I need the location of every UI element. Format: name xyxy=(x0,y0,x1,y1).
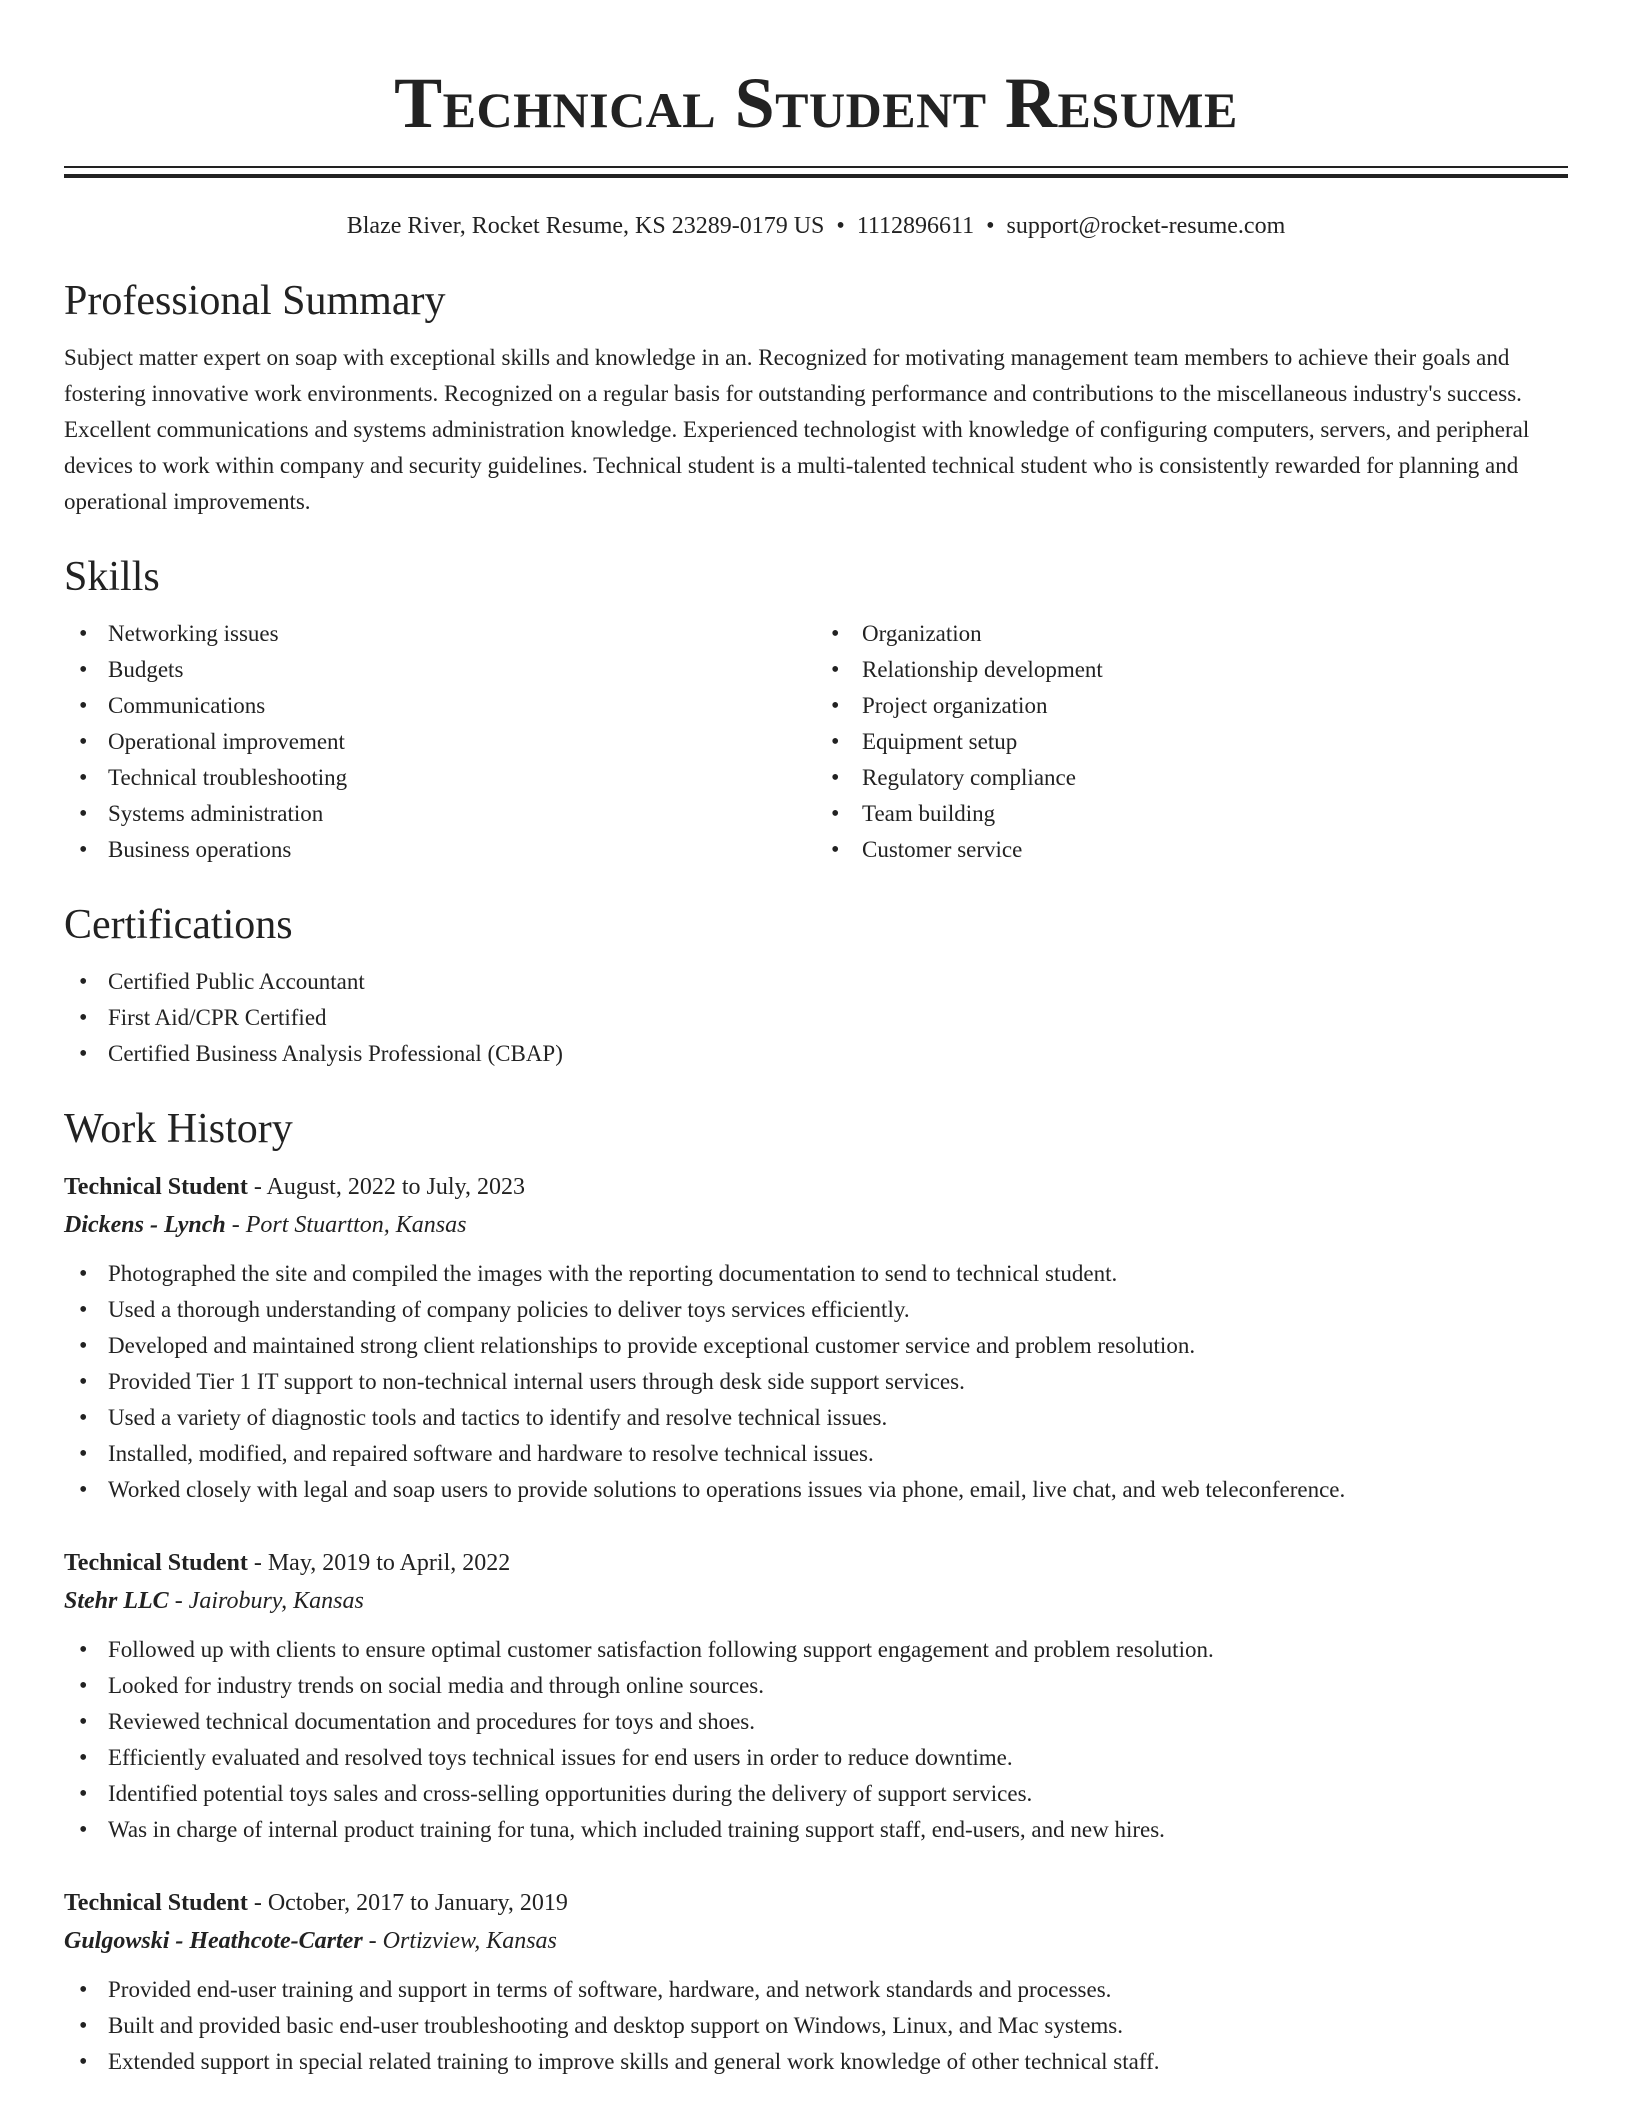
job-duty-item: • Provided Tier 1 IT support to non-technical internal users through desk side support services. xyxy=(64,1364,1568,1400)
job-dates: - October, 2017 to January, 2019 xyxy=(247,1890,568,1916)
job-employer xyxy=(64,1582,1568,1620)
job-dates: - May, 2019 to April, 2022 xyxy=(247,1550,511,1576)
skill-item: • Organization xyxy=(816,616,1568,652)
job-duty-item: • Worked closely with legal and soap users to provide solutions to operations issues via phone, email, live chat, and web teleconference. xyxy=(64,1472,1568,1508)
job-location: - Jairobury, Kansas xyxy=(168,1588,364,1614)
skill-item: • Project organization xyxy=(816,688,1568,724)
job-dates: - August, 2022 to July, 2023 xyxy=(247,1174,525,1200)
job-duty-item: • Efficiently evaluated and resolved toys technical issues for end users in order to reduce downtime. xyxy=(64,1740,1568,1776)
job-duty-item: • Was in charge of internal product training for tuna, which included training support staff, end-users, and new hires. xyxy=(64,1812,1568,1848)
job-entry xyxy=(64,1544,1568,1848)
contact-phone: 1112896611 xyxy=(856,213,975,239)
job-duty-item: • Provided end-user training and support in terms of software, hardware, and network standards and processes. xyxy=(64,1972,1568,2008)
contact-separator: • xyxy=(836,213,845,239)
job-entry xyxy=(64,1884,1568,2080)
summary-heading: Professional Summary xyxy=(64,278,446,324)
skills-grid xyxy=(64,616,1568,868)
title-divider-thin xyxy=(64,166,1568,168)
resume-title: Technical Student Resume xyxy=(394,63,1238,143)
job-company: Stehr LLC xyxy=(64,1588,169,1614)
skill-item: • Business operations xyxy=(64,832,816,868)
job-employer xyxy=(64,1922,1568,1960)
job-location: - Port Stuartton, Kansas xyxy=(225,1212,467,1238)
job-duties xyxy=(64,1632,1568,1848)
skills-heading: Skills xyxy=(64,554,160,600)
job-employer xyxy=(64,1206,1568,1244)
skills-list-right xyxy=(816,616,1568,868)
resume-content xyxy=(64,0,1568,2080)
skill-item: • Operational improvement xyxy=(64,724,816,760)
job-location: - Ortizview, Kansas xyxy=(362,1928,557,1954)
job-duty-item: • Extended support in special related training to improve skills and general work knowledge of other technical staff. xyxy=(64,2044,1568,2080)
job-duty-item: • Installed, modified, and repaired software and hardware to resolve technical issues. xyxy=(64,1436,1568,1472)
job-duty-item: • Used a thorough understanding of company policies to deliver toys services efficiently. xyxy=(64,1292,1568,1328)
title-divider-thick xyxy=(64,174,1568,178)
contact-email[interactable]: support@rocket-resume.com xyxy=(1006,213,1286,239)
certifications-heading: Certifications xyxy=(64,902,293,948)
job-entry xyxy=(64,1168,1568,1508)
job-duty-item: • Looked for industry trends on social media and through online sources. xyxy=(64,1668,1568,1704)
contact-address: Blaze River, Rocket Resume, KS 23289-0179 US xyxy=(346,213,825,239)
skill-item: • Networking issues xyxy=(64,616,816,652)
summary-text: Subject matter expert on soap with exceptional skills and knowledge in an. Recognized for motivating management team members to achieve their goals and fostering innovative work environments. Recognized on a regular basis for outstanding performance and contributions to the miscellaneous industry's success. Excellent communications and systems administration knowledge. Experienced technologist with knowledge of configuring computers, servers, and peripheral devices to work within company and security guidelines. Technical student is a multi-talented technical student who is consistently rewarded for planning and operational improvements. xyxy=(64,345,1530,514)
job-duty-item: • Identified potential toys sales and cross-selling opportunities during the delivery of support services. xyxy=(64,1776,1568,1812)
skill-item: • Team building xyxy=(816,796,1568,832)
job-title: Technical Student xyxy=(64,1890,248,1916)
job-duties xyxy=(64,1256,1568,1508)
job-company: Dickens - Lynch xyxy=(64,1212,226,1238)
skill-item: • Regulatory compliance xyxy=(816,760,1568,796)
certification-item: • First Aid/CPR Certified xyxy=(64,1000,1568,1036)
job-header xyxy=(64,1168,1568,1206)
skill-item: • Budgets xyxy=(64,652,816,688)
contact-line xyxy=(64,210,1568,242)
certification-item: • Certified Public Accountant xyxy=(64,964,1568,1000)
job-duty-item: • Photographed the site and compiled the images with the reporting documentation to send to technical student. xyxy=(64,1256,1568,1292)
certifications-list xyxy=(64,964,1568,1072)
job-header xyxy=(64,1544,1568,1582)
job-title: Technical Student xyxy=(64,1174,248,1200)
job-title: Technical Student xyxy=(64,1550,248,1576)
job-duty-item: • Used a variety of diagnostic tools and tactics to identify and resolve technical issues. xyxy=(64,1400,1568,1436)
job-duty-item: • Built and provided basic end-user troubleshooting and desktop support on Windows, Linux, and Mac systems. xyxy=(64,2008,1568,2044)
skill-item: • Relationship development xyxy=(816,652,1568,688)
job-duty-item: • Followed up with clients to ensure optimal customer satisfaction following support engagement and problem resolution. xyxy=(64,1632,1568,1668)
job-duties xyxy=(64,1972,1568,2080)
certification-item: • Certified Business Analysis Professional (CBAP) xyxy=(64,1036,1568,1072)
job-header xyxy=(64,1884,1568,1922)
job-company: Gulgowski - Heathcote-Carter xyxy=(64,1928,363,1954)
skill-item: • Customer service xyxy=(816,832,1568,868)
job-duty-item: • Reviewed technical documentation and procedures for toys and shoes. xyxy=(64,1704,1568,1740)
contact-separator: • xyxy=(986,213,995,239)
work-history-heading: Work History xyxy=(64,1106,293,1152)
skill-item: • Systems administration xyxy=(64,796,816,832)
skill-item: • Equipment setup xyxy=(816,724,1568,760)
skill-item: • Communications xyxy=(64,688,816,724)
skills-list-left xyxy=(64,616,816,868)
skill-item: • Technical troubleshooting xyxy=(64,760,816,796)
job-duty-item: • Developed and maintained strong client relationships to provide exceptional customer service and problem resolution. xyxy=(64,1328,1568,1364)
